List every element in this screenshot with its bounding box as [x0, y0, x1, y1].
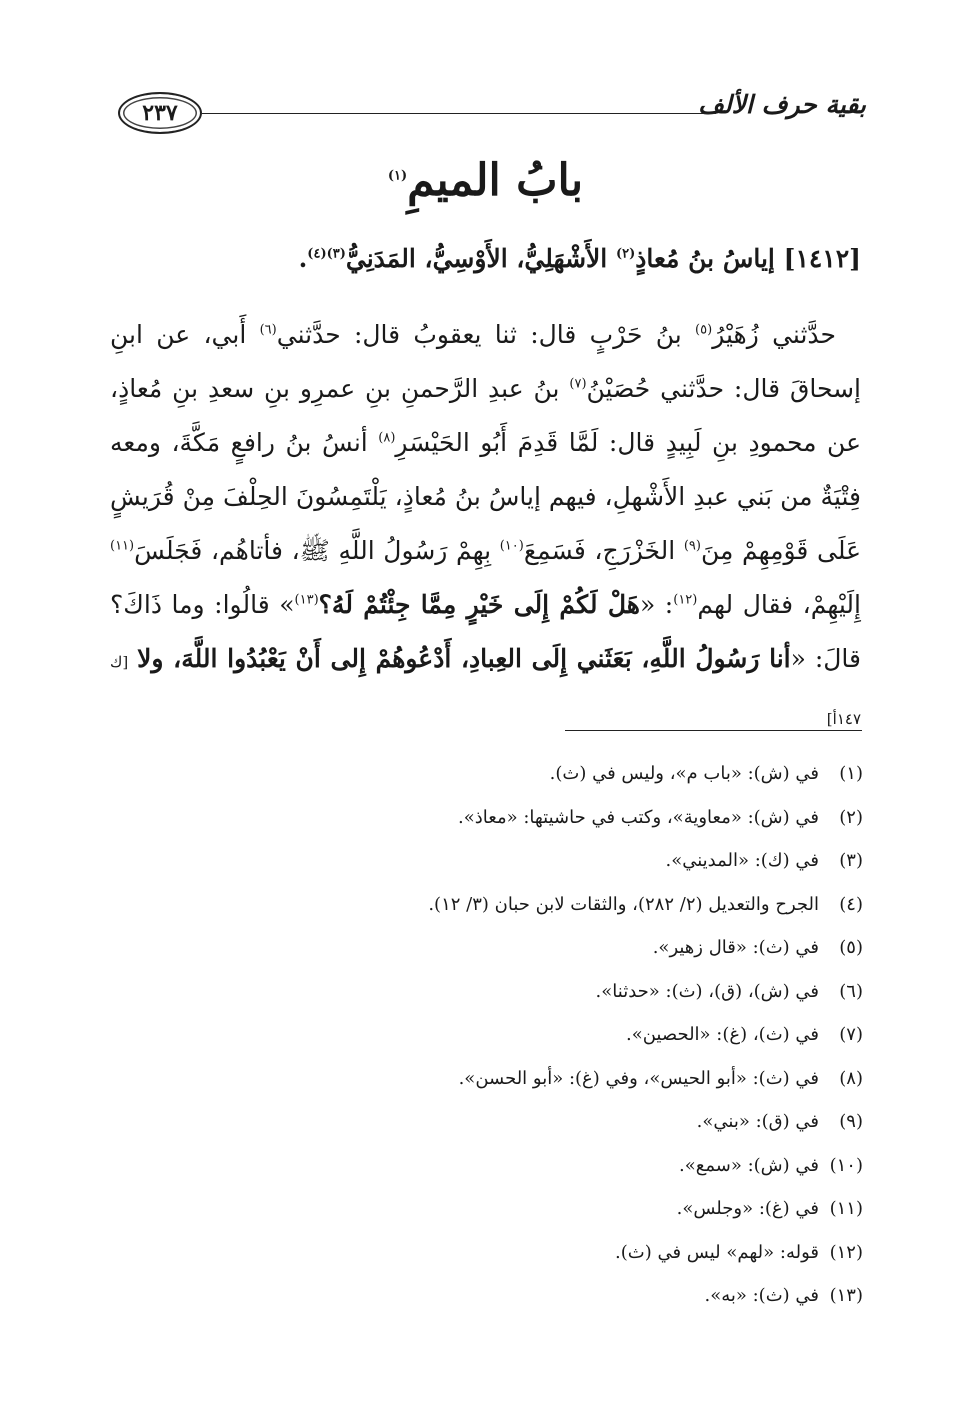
entry-number: [١٤١٢] [783, 244, 861, 273]
footnote-marker: (٨) [378, 430, 396, 446]
footnote-item [110, 1057, 863, 1101]
entry-name: إياسُ بنُ مُعاذٍ [635, 244, 775, 273]
text-run: » قالُوا: وما ذَاكَ؟ قالَ: « [110, 590, 861, 673]
manuscript-ref: [ك ١٤٧أ] [110, 653, 861, 728]
footnote-item [110, 1013, 863, 1057]
text-run: الخَزْرَجِ، فَسَمِعَ [523, 536, 684, 565]
footnote-number: (١٣) [829, 1285, 863, 1306]
footnote-text: في (ث): «به». [704, 1285, 819, 1306]
footnote-item [110, 883, 863, 927]
footnote-marker: (١) [387, 168, 408, 184]
footnote-number: (١٢) [829, 1241, 863, 1263]
text-run: حدَّثني زُهَيْرُ [712, 320, 836, 349]
entry-nisba: الأَشْهَلِيُّ، الأَوْسِيُّ، المَدَنِيُّ [345, 244, 608, 273]
footnote-item [110, 796, 863, 840]
footnote-marker: (١٢) [673, 592, 698, 608]
footnote-item [110, 839, 863, 883]
footnote-item [110, 926, 863, 970]
footnote-text: في (غ): «وجلس». [676, 1198, 819, 1219]
footnote-text: في (ش): «سمع». [679, 1154, 819, 1176]
page-number-badge [118, 92, 202, 134]
header-rule [202, 113, 716, 114]
footnote-number: (٨) [839, 1067, 863, 1089]
chapter-title-text: بابُ الميمِ [407, 155, 584, 206]
footnote-number: (٣) [839, 850, 863, 871]
page-number: ٢٣٧ [142, 100, 178, 126]
footnote-divider [565, 730, 862, 731]
text-run: بنُ حَرْبٍ قال: ثنا يعقوبُ قال: حدَّثني [276, 320, 696, 349]
text-run: بنُ عبدِ الرَّحمنِ بنِ عمرِو بنِ سعدِ بنِ مُعاذٍ، عن محمودِ بنِ لَبِيدٍ قال: لَمَّا قَدِمَ أَبُو الحَيْسَرِ [110, 374, 861, 457]
footnote-text: في (ق): «بني». [696, 1111, 819, 1132]
footnote-item [110, 1100, 863, 1144]
footnote-text: الجرح والتعديل (٢/ ٢٨٢)، والثقات لابن حبان (٣/ ١٢). [428, 893, 819, 915]
entry-end: . [298, 244, 308, 273]
footnote-marker: (٥) [695, 322, 713, 338]
paragraph [110, 308, 861, 746]
footnote-text: في (ش): «باب م»، وليس في (ث). [549, 763, 819, 784]
footnote-item [110, 1187, 863, 1231]
footnote-number: (٦) [839, 980, 863, 1002]
footnote-marker: (٣)(٤) [307, 246, 346, 262]
chapter-title [0, 146, 971, 216]
entry-heading [260, 244, 861, 273]
text-run: بِهِمْ رَسُولُ اللَّهِ ﷺ، فأتاهُم، فَجَلَسَ [134, 536, 500, 565]
footnote-marker: (٢) [615, 246, 636, 262]
footnote-list [110, 752, 863, 1318]
footnote-marker: (١١) [110, 538, 135, 554]
footnote-number: (١) [839, 763, 863, 784]
footnote-item [110, 1231, 863, 1275]
footnote-marker: (١٣) [294, 592, 319, 608]
running-head: بقية حرف الألف [698, 90, 866, 119]
footnote-number: (٧) [839, 1024, 863, 1045]
footnote-item [110, 752, 863, 796]
footnote-marker: (٩) [683, 538, 701, 554]
footnote-marker: (١٠) [499, 538, 524, 554]
footnote-marker: (٧) [569, 376, 587, 392]
footnote-item [110, 1144, 863, 1188]
hadith-quote: أنا رَسُولُ اللَّهِ، بَعَثَني إِلَى العِبادِ، أَدْعُوهُمْ إِلى أَنْ يَعْبُدُوا اللَّهَ، ولا [137, 644, 791, 673]
footnote-text: قوله: «لهم» ليس في (ث). [615, 1241, 819, 1263]
footnote-text: في (ك): «المديني». [665, 850, 819, 871]
footnote-text: في (ش): «معاوية»، وكتب في حاشيتها: «معاذ». [458, 806, 819, 828]
footnote-text: في (ث): «أبو الحيس»، وفي (غ): «أبو الحسن». [458, 1067, 819, 1089]
text-run: أَبي، عن ابنِ إسحاقَ قال: حدَّثني حُصَيْنُ [110, 320, 861, 403]
text-run: إِلَيْهِمْ، فقال لهم [697, 590, 862, 619]
footnote-text: في (ث)، (غ): «الحصين». [625, 1024, 819, 1045]
body-text [110, 308, 861, 746]
text-run: أنسُ بنُ رافعٍ مَكَّةَ، ومعه فِتْيَةٌ من بَني عبدِ الأَشْهلِ، فيهم إياسُ بنُ مُعاذٍ، يَلْتَمِسُونَ الحِلْفَ مِنْ قُرَيشٍ عَلَى قَوْمِهِمْ مِنَ [110, 428, 862, 565]
text-run: : « [639, 590, 674, 619]
footnote-number: (٥) [839, 937, 863, 958]
footnote-number: (١٠) [829, 1154, 863, 1176]
footnote-number: (٩) [839, 1111, 863, 1132]
hadith-quote: هَلْ لَكُمْ إِلَى خَيْرٍ مِمَّا جِئْتُمْ لَهُ؟ [318, 590, 640, 619]
footnote-text: في (ث): «قال زهير». [652, 937, 819, 958]
page-header [118, 86, 866, 146]
footnote-number: (٢) [839, 806, 863, 828]
footnote-item [110, 1274, 863, 1318]
footnote-number: (٤) [839, 893, 863, 915]
footnote-marker: (٦) [259, 322, 277, 338]
footnote-number: (١١) [829, 1198, 863, 1219]
footnote-item [110, 970, 863, 1014]
footnote-text: في (ش)، (ق)، (ث): «حدثنا». [595, 980, 819, 1002]
